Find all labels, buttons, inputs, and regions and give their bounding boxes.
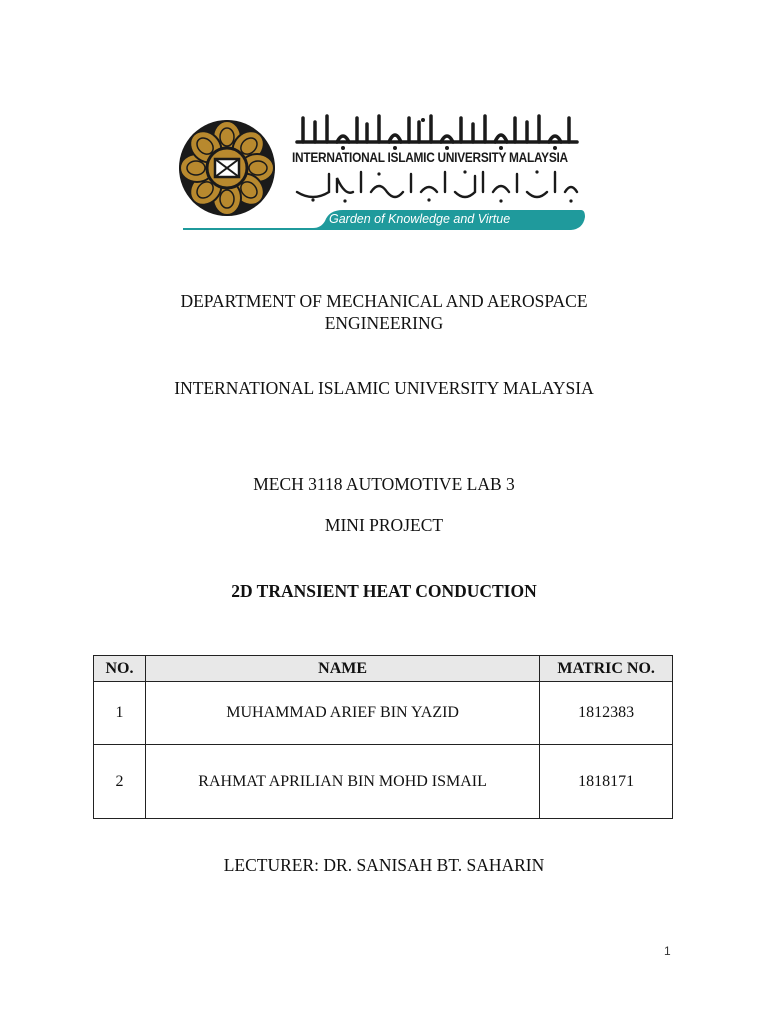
table-row (94, 745, 673, 819)
group-members-table (93, 655, 673, 819)
project-type: MINI PROJECT (324, 515, 444, 535)
table-row (94, 682, 673, 745)
iium-flower-emblem-icon (177, 118, 277, 218)
header-matric-no: MATRIC NO. (540, 656, 673, 682)
university-tagline: Garden of Knowledge and Virtue (329, 212, 511, 226)
member-matric: 1818171 (540, 745, 673, 819)
department-line-1: DEPARTMENT OF MECHANICAL AND AEROSPACE (180, 291, 588, 311)
course-code-title: MECH 3118 AUTOMOTIVE LAB 3 (253, 474, 515, 494)
header-name: NAME (145, 656, 539, 682)
university-logo (175, 112, 585, 237)
member-no: 2 (94, 745, 146, 819)
member-no: 1 (94, 682, 146, 745)
member-name: MUHAMMAD ARIEF BIN YAZID (145, 682, 539, 745)
member-name: RAHMAT APRILIAN BIN MOHD ISMAIL (145, 745, 539, 819)
project-title: 2D TRANSIENT HEAT CONDUCTION (231, 581, 537, 601)
arabic-name-calligraphy (293, 112, 581, 152)
university-name: INTERNATIONAL ISLAMIC UNIVERSITY MALAYSIA (174, 378, 594, 398)
header-no: NO. (94, 656, 146, 682)
department-line-2: ENGINEERING (324, 313, 444, 333)
lecturer-line: LECTURER: DR. SANISAH BT. SAHARIN (223, 855, 545, 875)
jawi-motto-calligraphy (293, 168, 581, 206)
university-logo-name: INTERNATIONAL ISLAMIC UNIVERSITY MALAYSIA (292, 150, 568, 165)
member-matric: 1812383 (540, 682, 673, 745)
table-header-row (94, 656, 673, 682)
page-number: 1 (664, 944, 671, 958)
